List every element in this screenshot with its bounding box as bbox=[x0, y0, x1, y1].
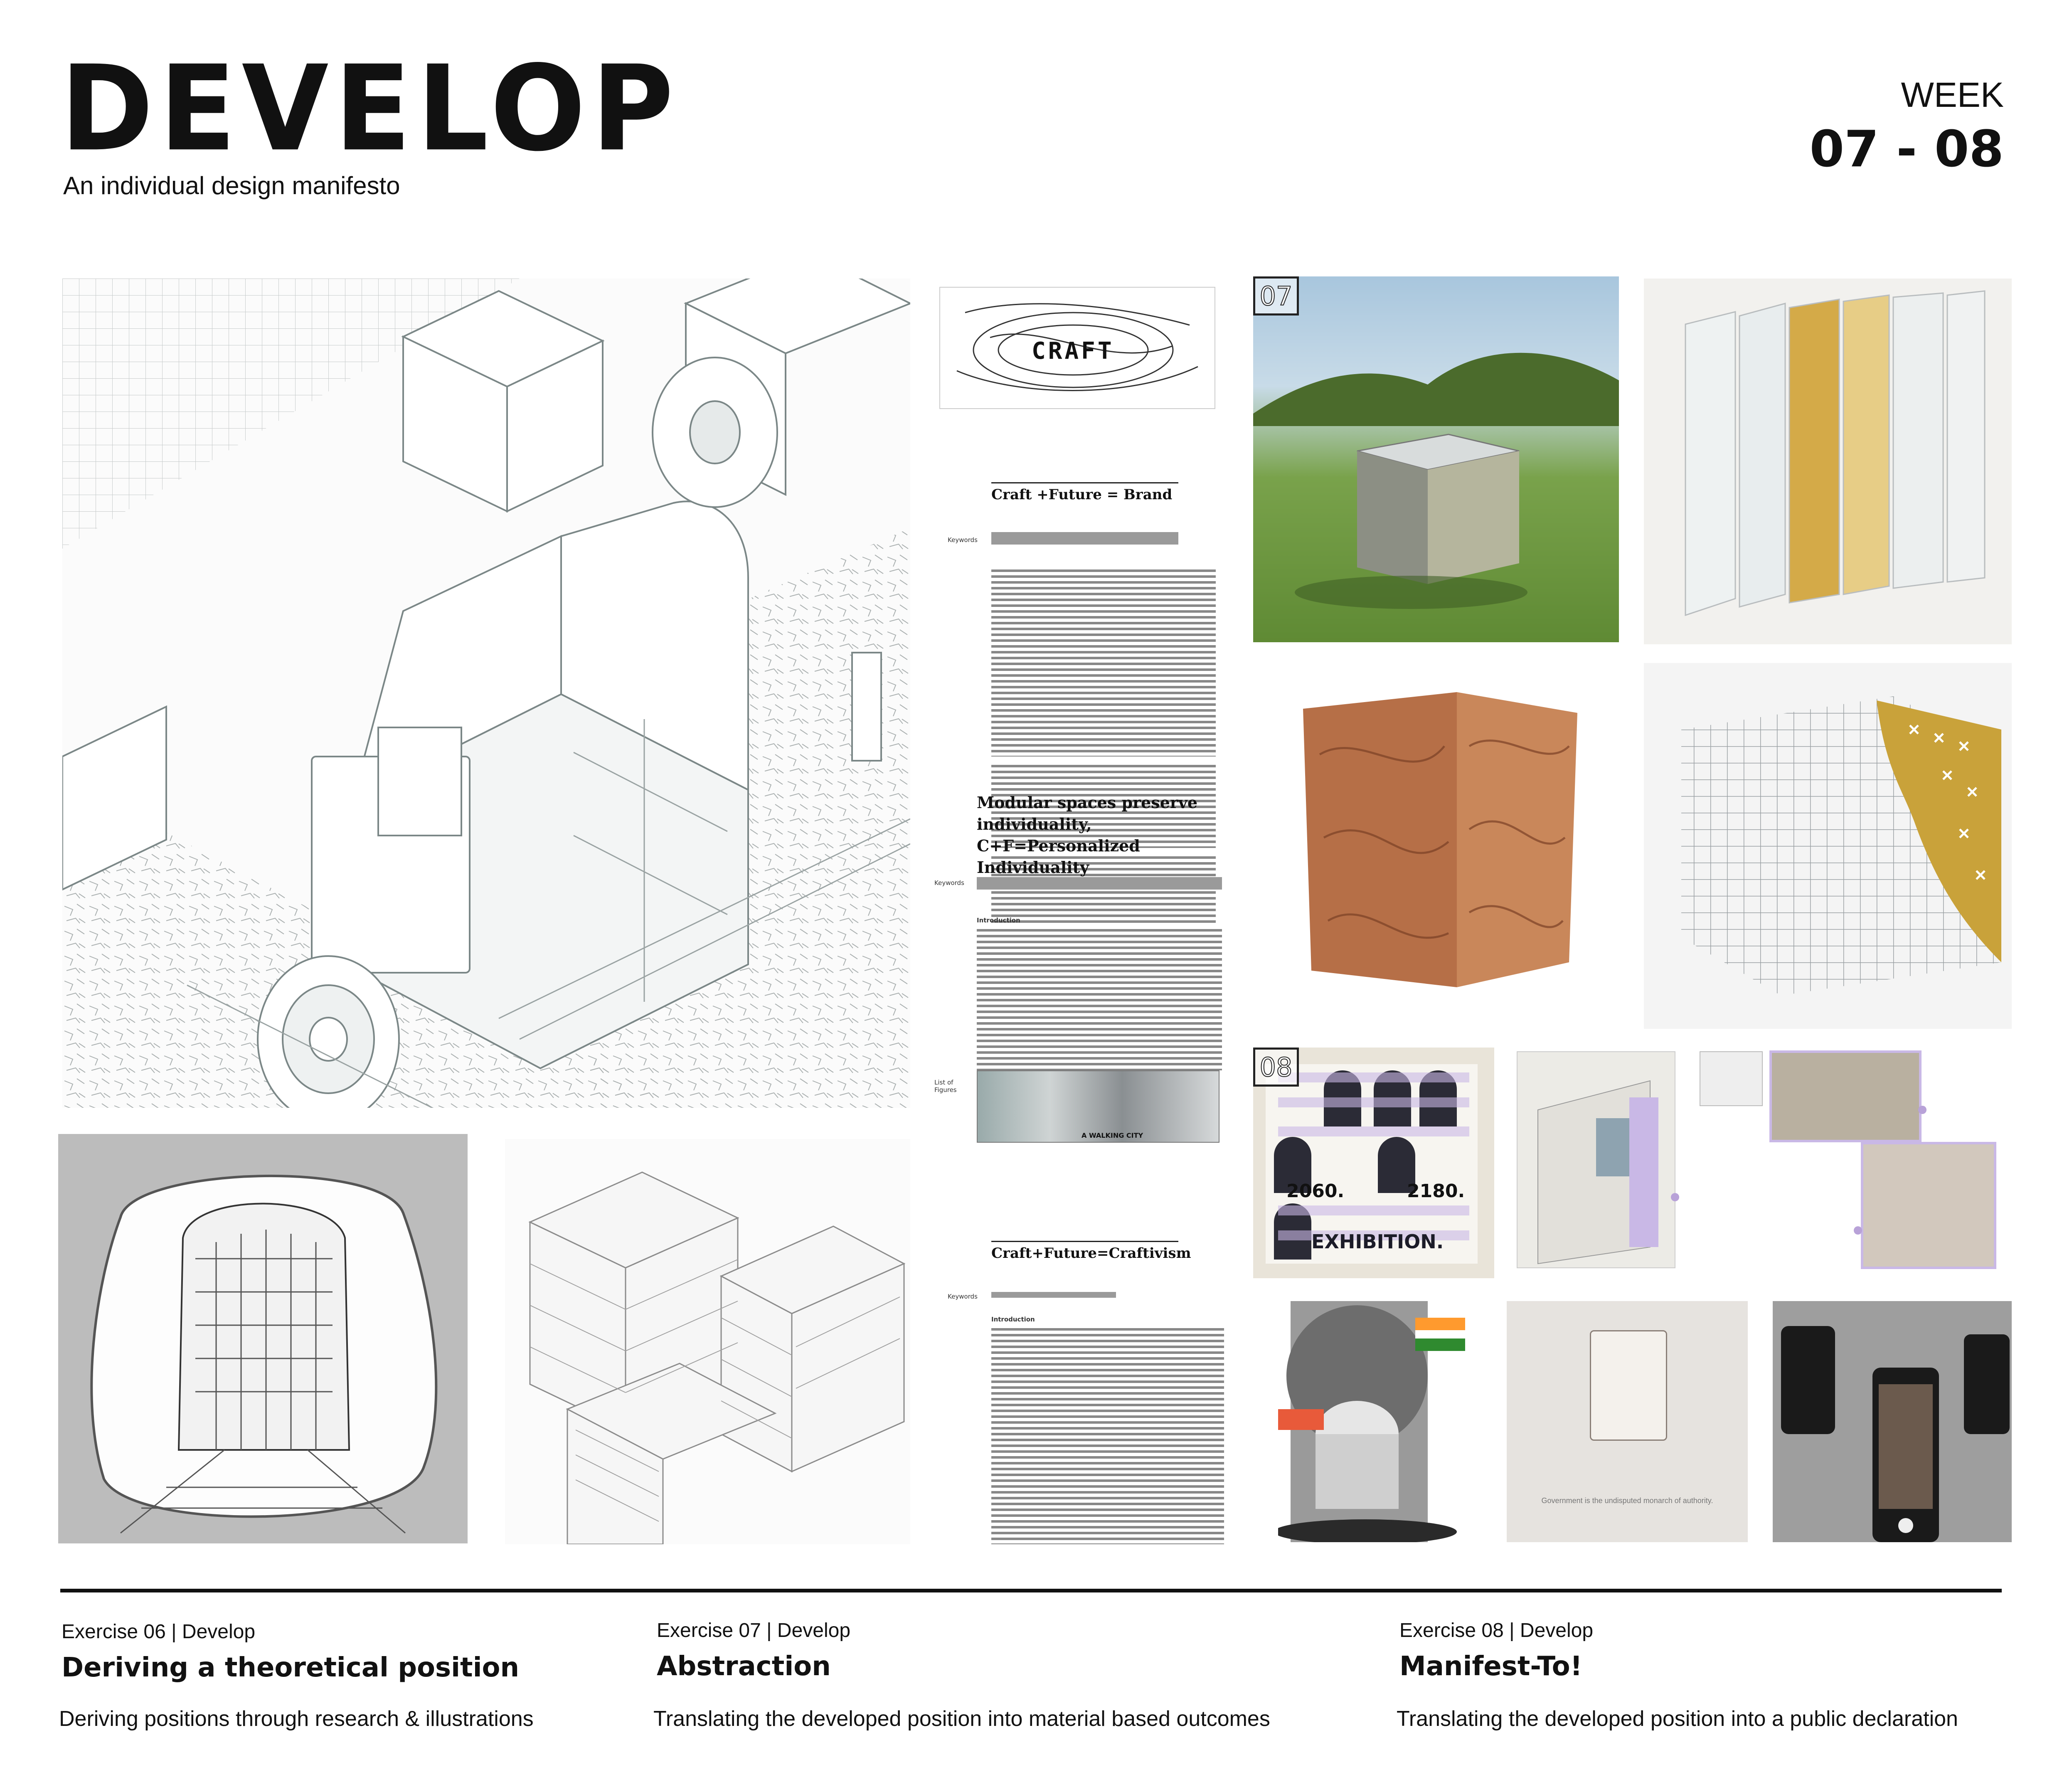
acrylic-gold-panels-photo bbox=[1644, 279, 2012, 644]
king-card-caption: Government is the undisputed monarch of authority. bbox=[1541, 1496, 1713, 1505]
isometric-factory-drawing bbox=[62, 279, 910, 1108]
paper1-heading: Craft +Future = Brand bbox=[991, 486, 1173, 503]
craftsman-phone-collage bbox=[1773, 1301, 2012, 1542]
craft-word: CRAFT bbox=[1032, 338, 1114, 365]
week08-tag: 08 bbox=[1253, 1048, 1299, 1087]
exercise-06-tag: Exercise 06 | Develop bbox=[62, 1621, 256, 1643]
mirror-cube-photo bbox=[1253, 276, 1619, 642]
gallery-collage bbox=[1513, 1048, 2012, 1272]
paper2-keywords-label: Keywords bbox=[934, 879, 964, 887]
footer-divider bbox=[60, 1589, 2002, 1592]
poster-year-b: 2180. bbox=[1407, 1181, 1465, 1202]
exhibition-poster bbox=[1253, 1048, 1494, 1278]
page-subtitle: An individual design manifesto bbox=[63, 172, 400, 200]
copper-embossed-cube-photo bbox=[1253, 663, 1619, 1029]
paper3-keywords-label: Keywords bbox=[948, 1293, 978, 1300]
exercise-07-heading: Abstraction bbox=[657, 1651, 831, 1682]
page-title: DEVELOP bbox=[60, 39, 680, 177]
poster-year-a: 2060. bbox=[1286, 1181, 1345, 1202]
paper2-intro-label: Introduction bbox=[977, 917, 1020, 924]
wire-mesh-gold-cube-photo bbox=[1644, 663, 2012, 1029]
cave-interior-drawing bbox=[58, 1134, 468, 1543]
position-papers-column bbox=[931, 279, 1230, 1544]
week07-tag: 07 bbox=[1253, 276, 1299, 316]
poster-exhibition-title: EXHIBITION. bbox=[1311, 1230, 1444, 1253]
exercise-07-tag: Exercise 07 | Develop bbox=[657, 1619, 851, 1642]
king-card-poster bbox=[1507, 1301, 1748, 1542]
exercise-08-description: Translating the developed position into a public declaration bbox=[1397, 1707, 1958, 1731]
figure-caption: A WALKING CITY bbox=[1082, 1131, 1143, 1139]
figures-strip bbox=[977, 1070, 1219, 1143]
paper3-heading: Craft+Future=Craftivism bbox=[991, 1245, 1191, 1262]
figures-label: List of Figures bbox=[934, 1079, 957, 1094]
paper1-keywords-label: Keywords bbox=[948, 536, 978, 544]
exercise-06-description: Deriving positions through research & illustrations bbox=[59, 1707, 534, 1731]
exercise-06-heading: Deriving a theoretical position bbox=[62, 1652, 520, 1683]
craft-mindmap bbox=[939, 287, 1215, 409]
paper2-heading: Modular spaces preserve individuality, C+F=Personalized Individuality bbox=[977, 793, 1198, 877]
modular-shelves-drawing bbox=[505, 1139, 910, 1544]
exercise-07-description: Translating the developed position into material based outcomes bbox=[653, 1707, 1270, 1731]
government-collage bbox=[1278, 1301, 1467, 1542]
paper3-intro-label: Introduction bbox=[991, 1316, 1035, 1323]
exercise-08-tag: Exercise 08 | Develop bbox=[1399, 1619, 1594, 1642]
week-label: WEEK bbox=[1901, 75, 2004, 114]
week-range: 07 - 08 bbox=[1809, 121, 2004, 178]
exercise-08-heading: Manifest-To! bbox=[1399, 1651, 1582, 1682]
